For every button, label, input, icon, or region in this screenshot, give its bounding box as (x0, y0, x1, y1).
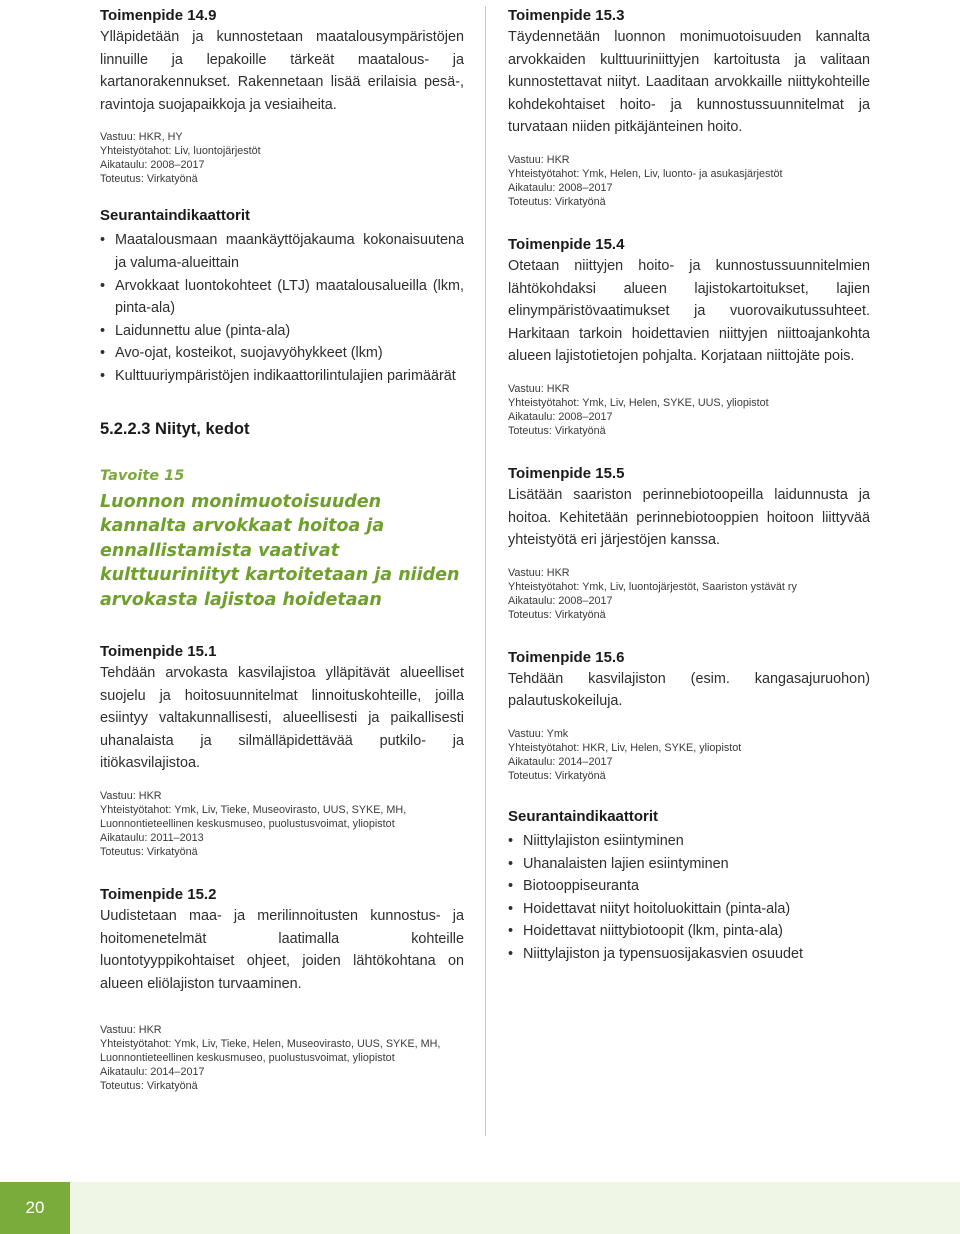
meta-responsibility: Vastuu: HKR (100, 790, 162, 802)
meta-schedule: Aikataulu: 2011–2013 (100, 832, 204, 844)
meta-partners: Yhteistyötahot: Ymk, Liv, luontojärjestöt, Saariston ystävät ry (508, 580, 797, 593)
page-number: 20 (25, 1198, 45, 1217)
meta-implementation: Toteutus: Virkatyönä (508, 195, 606, 208)
meta-schedule: Aikataulu: 2008–2017 (100, 159, 205, 172)
measure-meta (508, 566, 870, 622)
list-item-text: Biotooppiseuranta (523, 878, 640, 895)
list-item (100, 229, 464, 274)
meta-partners: Yhteistyötahot: Ymk, Helen, Liv, luonto- ja asukasjärjestöt (508, 167, 783, 180)
measure-meta (100, 789, 464, 859)
indicators-right (508, 807, 870, 966)
bullet-icon: • (508, 878, 514, 895)
meta-responsibility: Vastuu: HKR (508, 566, 570, 579)
bullet-icon: • (508, 945, 514, 962)
measure-15-2 (100, 885, 464, 1093)
list-item (508, 853, 870, 876)
meta-schedule: Aikataulu: 2008–2017 (508, 181, 613, 194)
measure-title: Toimenpide 15.4 (508, 235, 625, 253)
bullet-icon: • (100, 367, 106, 384)
indicator-list (100, 229, 464, 387)
goal-statement: Luonnon monimuotoisuuden kannalta arvokkaat hoitoa ja ennallistamista vaativat kulttuuriniityt kartoitetaan ja niiden arvokasta lajistoa hoidetaan (100, 491, 460, 610)
column-divider (485, 6, 486, 1136)
meta-responsibility: Vastuu: HKR (508, 153, 570, 166)
meta-responsibility: Vastuu: HKR (100, 1024, 162, 1037)
measure-description: Uudistetaan maa- ja merilinnoitusten kunnostus- ja hoitomenetelmät laatimalla kohteille luontotyyppikohtaiset ohjeet, joiden lähtökohtana on alueen eliölajiston turvaaminen. (100, 908, 464, 992)
meta-implementation: Toteutus: Virkatyönä (508, 424, 606, 437)
meta-partners: Yhteistyötahot: Liv, luontojärjestöt (100, 145, 261, 158)
meta-schedule: Aikataulu: 2014–2017 (508, 755, 613, 768)
measure-15-6 (508, 648, 870, 783)
meta-implementation: Toteutus: Virkatyönä (100, 173, 198, 186)
measure-meta (508, 382, 870, 438)
measure-description: Lisätään saariston perinnebiotoopeilla laidunnusta ja hoitoa. Kehitetään perinnebiotooppien hoitoon liittyvää yhteistyötä eri järjestöjen kanssa. (508, 486, 870, 549)
list-item-text: Arvokkaat luontokohteet (LTJ) maatalousalueilla (lkm, pinta-ala) (115, 277, 464, 317)
list-item (100, 320, 464, 343)
measure-meta (508, 153, 870, 209)
measure-meta (508, 727, 870, 783)
page-number-box (0, 1182, 70, 1234)
measure-15-5 (508, 464, 870, 622)
bullet-icon: • (508, 923, 514, 940)
meta-partners: Yhteistyötahot: Ymk, Liv, Tieke, Helen, Museovirasto, UUS, SYKE, MH, Luonnontieteellinen keskusmuseo, puolustusvoimat, yliopistot (100, 1038, 441, 1065)
meta-implementation: Toteutus: Virkatyönä (100, 1080, 198, 1093)
goal-label: Tavoite 15 (100, 467, 185, 484)
measure-15-3 (508, 6, 870, 209)
indicator-list (508, 830, 870, 966)
meta-schedule: Aikataulu: 2008–2017 (508, 594, 613, 607)
left-column (100, 6, 464, 1119)
measure-title: Toimenpide 15.2 (100, 886, 217, 903)
bullet-icon: • (508, 900, 514, 917)
meta-responsibility: Vastuu: HKR, HY (100, 131, 183, 144)
measure-description: Ylläpidetään ja kunnostetaan maatalousympäristöjen linnuille ja lepakoille tärkeät maatalous- ja kartanorakennukset. Rakennetaan lisää erilaisia pesä-, ravintoja suojapaikkoja ja vesiaiheita. (100, 29, 464, 113)
list-item (508, 875, 870, 898)
list-item-text: Laidunnettu alue (pinta-ala) (115, 322, 291, 339)
meta-partners: Yhteistyötahot: Ymk, Liv, Helen, SYKE, UUS, yliopistot (508, 396, 769, 409)
bullet-icon: • (508, 832, 514, 849)
meta-implementation: Toteutus: Virkatyönä (100, 846, 198, 858)
measure-description: Tehdään kasvilajiston (esim. kangasajuruohon) palautuskokeiluja. (508, 670, 870, 710)
meta-schedule: Aikataulu: 2014–2017 (100, 1066, 205, 1079)
indicators-left (100, 206, 464, 387)
bullet-icon: • (100, 232, 106, 249)
bullet-icon: • (508, 855, 514, 872)
measure-description: Täydennetään luonnon monimuotoisuuden kannalta arvokkaiden kulttuuriniittyjen kartoitusta ja valitaan kunnostettavat niityt. Laaditaan arvokkaille niittykohteille kohdekohtaiset hoito- ja kunnostussuunnitelmat ja turvataan niiden pitkäjänteinen hoito. (508, 29, 870, 136)
measure-title: Toimenpide 14.9 (100, 7, 217, 24)
list-item-text: Hoidettavat niittybiotoopit (lkm, pinta-ala) (523, 923, 783, 940)
list-item-text: Niittylajiston ja typensuosijakasvien osuudet (523, 945, 803, 962)
measure-title: Toimenpide 15.6 (508, 648, 625, 666)
measure-meta (100, 130, 464, 186)
meta-responsibility: Vastuu: Ymk (508, 727, 569, 740)
measure-14-9 (100, 6, 464, 186)
list-item (508, 943, 870, 966)
footer-band (0, 1182, 960, 1234)
bullet-icon: • (100, 345, 106, 362)
list-item (100, 365, 464, 388)
list-item (508, 920, 870, 943)
measure-description: Tehdään arvokasta kasvilajistoa ylläpitävät alueelliset suojelu ja hoitosuunnitelmat linnoituskohteille, joilla esiintyy valtakunnallisesti, alueellisesti ja paikallisesti uhanalaista ja silmälläpidettävää putkilo- ja itiökasvilajistoa. (100, 665, 464, 772)
list-item-text: Avo-ojat, kosteikot, suojavyöhykkeet (lkm) (115, 345, 383, 362)
list-item (508, 830, 870, 853)
indicators-title: Seurantaindikaattorit (100, 207, 251, 225)
meta-partners: Yhteistyötahot: Ymk, Liv, Tieke, Museovirasto, UUS, SYKE, MH, Luonnontieteellinen keskusmuseo, puolustusvoimat, yliopistot (100, 804, 407, 830)
list-item-text: Kulttuuriympäristöjen indikaattorilintulajien parimäärät (115, 367, 456, 384)
list-item-text: Niittylajiston esiintyminen (523, 832, 684, 849)
meta-schedule: Aikataulu: 2008–2017 (508, 410, 613, 423)
list-item-text: Hoidettavat niityt hoitoluokittain (pinta-ala) (523, 900, 791, 917)
meta-responsibility: Vastuu: HKR (508, 382, 570, 395)
measure-description: Otetaan niittyjen hoito- ja kunnostussuunnitelmien lähtökohdaksi alueen lajistokartoitukset, lajien elinympäristövaatimukset ja vuorovaikutussuhteet. Harkitaan tarkoin hoidettavien niittyjen niittoajankohta alueen lajistotietojen pohjalta. Korjataan niittojäte pois. (508, 257, 870, 365)
measure-15-1 (100, 642, 464, 859)
indicators-title: Seurantaindikaattorit (508, 807, 659, 825)
meta-implementation: Toteutus: Virkatyönä (508, 769, 606, 782)
meta-partners: Yhteistyötahot: HKR, Liv, Helen, SYKE, yliopistot (508, 741, 742, 754)
measure-15-4 (508, 235, 870, 438)
list-item (508, 898, 870, 921)
section-heading: 5.2.2.3 Niityt, kedot (100, 419, 250, 438)
measure-title: Toimenpide 15.3 (508, 7, 625, 24)
measure-title: Toimenpide 15.1 (100, 643, 217, 661)
list-item-text: Maatalousmaan maankäyttöjakauma kokonaisuutena ja valuma-alueittain (115, 232, 464, 271)
measure-title: Toimenpide 15.5 (508, 464, 625, 482)
list-item (100, 275, 464, 320)
measure-meta (100, 1023, 464, 1093)
bullet-icon: • (100, 322, 106, 339)
bullet-icon: • (100, 277, 106, 294)
list-item (100, 342, 464, 365)
meta-implementation: Toteutus: Virkatyönä (508, 608, 606, 621)
list-item-text: Uhanalaisten lajien esiintyminen (523, 855, 729, 872)
right-column (508, 6, 870, 965)
